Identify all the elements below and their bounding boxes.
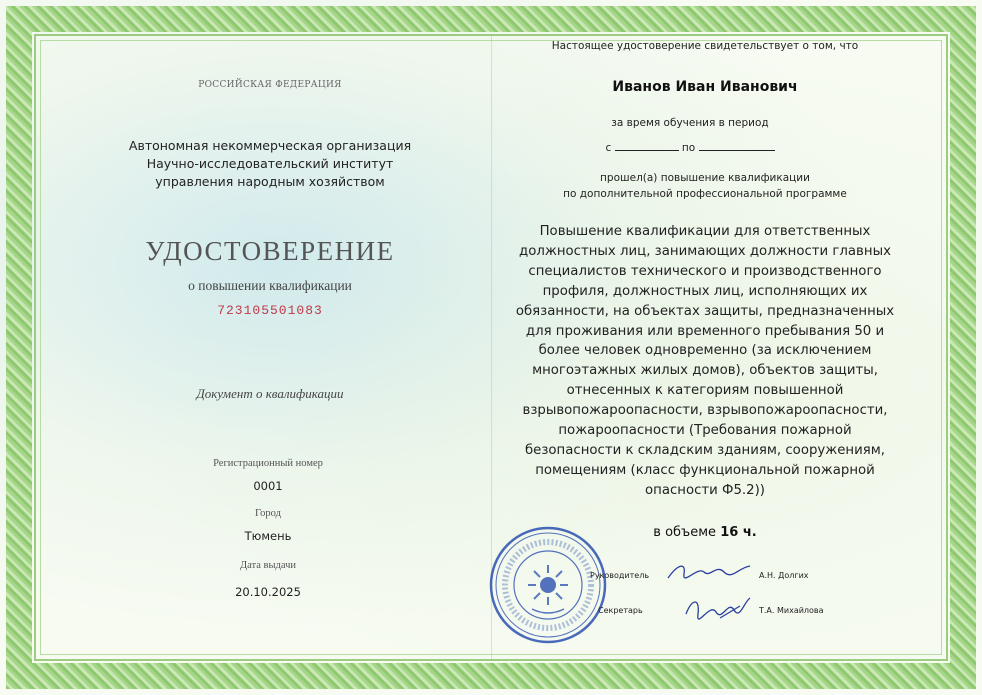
city-label: Город [255,508,281,519]
volume-value: 16 ч. [720,525,757,540]
issue-date-label: Дата выдачи [239,560,297,571]
certification-intro: Настоящее удостоверение свидетельствует о том, что [551,40,859,52]
from-date-blank [615,140,679,151]
document-type: Документ о квалификации [196,386,344,401]
head-label: Руководитель [590,571,650,580]
program-title [480,222,930,501]
organization-name [80,137,460,191]
form-number: 723105501083 [217,303,323,318]
qualification-statement [500,170,910,202]
volume-prefix: в объеме [653,525,717,540]
org-line: управления народным хозяйством [155,174,385,189]
program-line: Повышение квалификации для ответственных [539,224,871,239]
signature-icon [664,560,754,586]
program-line: взрывопожароопасности, взрывопожароопасности, [522,403,888,419]
statement-line: прошел(а) повышение квалификации [600,172,810,184]
program-line: безопасности к складским зданиям, сооружениям, [524,442,886,458]
program-line: обязанности, на объектах защиты, предназначенных [515,303,895,319]
issue-date-value: 20.10.2025 [235,585,301,599]
program-line: многоэтажных жилых домов), объектов защиты, [532,363,878,379]
program-line: для проживания или временного пребывания 50 и [525,323,885,339]
program-line: должностных лиц, занимающих должности главных [519,243,891,259]
program-line: помещениям (класс функциональной пожарной [535,462,875,478]
statement-line: по дополнительной профессиональной программе [563,188,847,200]
program-line: опасности Ф5.2)) [644,482,765,498]
program-line: профиля, должностных лиц, исполняющих их [542,283,868,299]
document-subtitle: о повышении квалификации [188,278,352,293]
to-date-blank [699,140,775,151]
city-value: Тюмень [244,529,292,543]
program-line: более человек одновременно (за исключением [538,343,872,359]
holder-name: Иванов Иван Иванович [612,79,798,95]
program-line: пожароопасности (Требования пожарной [558,423,852,439]
reg-number-value: 0001 [253,479,283,493]
from-label: с [605,142,612,154]
program-line: отнесенных к категориям повышенной [566,383,844,399]
document-title: УДОСТОВЕРЕНИЕ [145,236,395,266]
country-heading: РОССИЙСКАЯ ФЕДЕРАЦИЯ [198,80,342,90]
official-stamp-icon [488,525,608,645]
secretary-label: Секретарь [598,606,643,615]
program-line: специалистов технического и производственного [528,263,882,279]
period-dates [560,140,820,154]
reg-number-label: Регистрационный номер [213,458,323,469]
period-label: за время обучения в период [611,117,769,129]
org-line: Автономная некоммерческая организация [128,138,412,153]
head-name: А.Н. Долгих [759,571,809,580]
org-line: Научно-исследовательский институт [146,156,394,171]
signature-icon [680,592,760,626]
secretary-name: Т.А. Михайлова [759,606,824,615]
to-label: по [681,142,696,154]
